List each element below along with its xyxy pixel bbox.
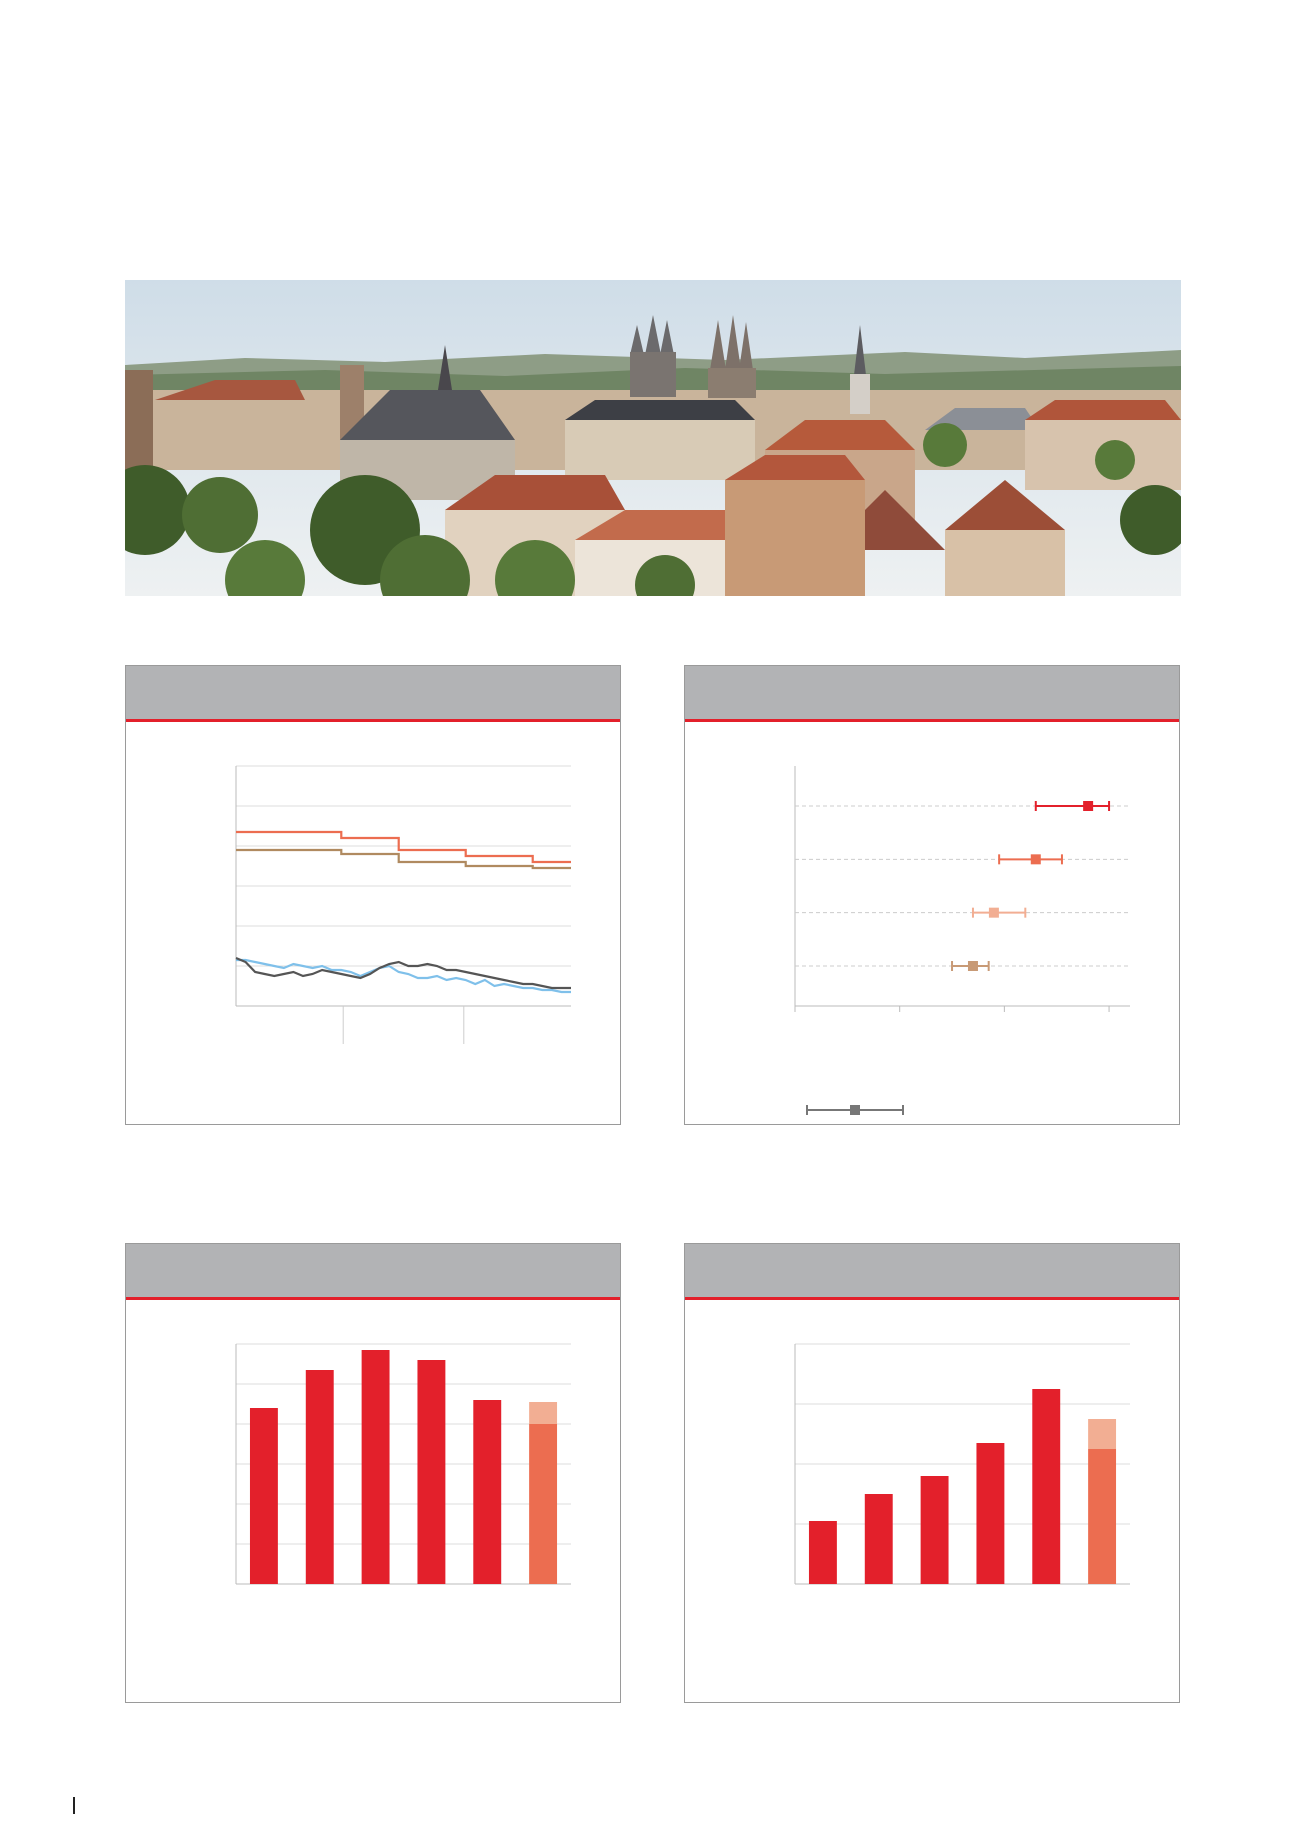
point-marker <box>1083 801 1093 811</box>
point-marker <box>968 961 978 971</box>
bar-projection <box>1088 1419 1116 1449</box>
chart-panel-rates <box>125 665 621 1125</box>
bar <box>529 1424 557 1584</box>
bar <box>809 1521 837 1584</box>
line-chart <box>126 666 622 1126</box>
chart-panel-bars-right <box>684 1243 1180 1703</box>
bar <box>250 1408 278 1584</box>
bar <box>1032 1389 1060 1584</box>
bar <box>362 1350 390 1584</box>
point-marker <box>1031 854 1041 864</box>
bar-chart <box>685 1244 1181 1704</box>
bar-chart <box>126 1244 622 1704</box>
series-line-tan <box>236 850 571 868</box>
bar <box>473 1400 501 1584</box>
bar <box>865 1494 893 1584</box>
bar <box>417 1360 445 1584</box>
chart-panel-bars-left <box>125 1243 621 1703</box>
bar <box>976 1443 1004 1584</box>
series-line-orange <box>236 832 571 862</box>
page-number-rule <box>73 1797 75 1814</box>
bar-projection <box>529 1402 557 1424</box>
point-marker <box>989 908 999 918</box>
bar <box>1088 1449 1116 1584</box>
range-chart <box>685 666 1181 1126</box>
chart-panel-ranges <box>684 665 1180 1125</box>
city-panorama-image <box>125 280 1181 596</box>
legend-marker <box>850 1105 860 1115</box>
bar <box>921 1476 949 1584</box>
city-panorama-photo <box>125 280 1181 596</box>
bar <box>306 1370 334 1584</box>
